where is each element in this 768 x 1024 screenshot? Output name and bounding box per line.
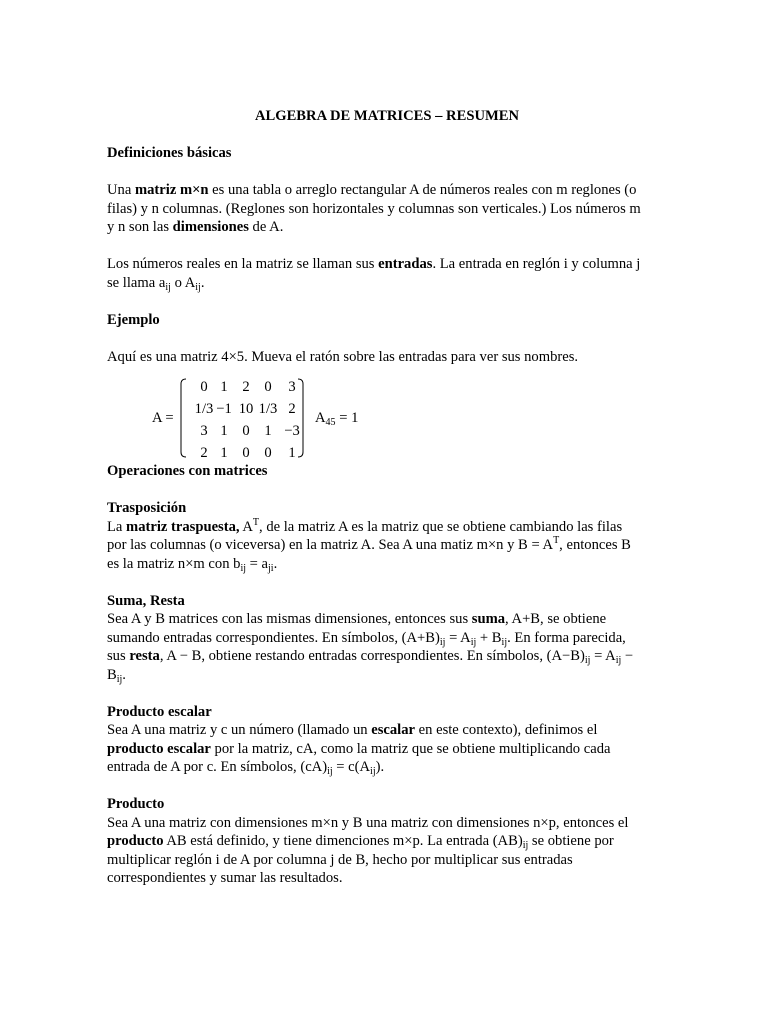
matrix-row — [187, 420, 307, 442]
paragraph-trasposicion: La matriz traspuesta, $A^T$, de la matriz A es la matriz que se obtiene cambiando las filas por las columnas (o viceversa) en la matriz A. Sea A una matiz m×n y $B = A^T$, entonces B es la matriz n×m con $b_{ij} = a_{ji}$. — [107, 516, 631, 574]
matrix-row — [187, 398, 307, 420]
matrix-entry[interactable]: 1/3 — [258, 401, 278, 417]
matrix-entry[interactable]: 2 — [242, 379, 250, 395]
matrix-entry[interactable]: 0 — [264, 445, 272, 461]
paragraph-suma-resta: Sea A y B matrices con las mismas dimensiones, entonces sus suma, A+B, se obtiene sumando entradas correspondientes. En símbolos, $(A+B)_{ij} = A_{ij} + B_{ij}$. En forma parecida, sus resta, A − B, obtiene restando entradas correspondientes. En símbolos, $(A-B)_{ij} = A_{ij}$ − $B_{ij}$. — [107, 611, 634, 685]
matrix-entry[interactable]: 3 — [288, 379, 296, 395]
document-title: ALGEBRA DE MATRICES – RESUMEN — [254, 108, 520, 124]
paragraph-ejemplo: Aquí es una matriz 4×5. Mueva el ratón sobre las entradas para ver sus nombres. — [107, 348, 579, 365]
heading-operaciones: Operaciones con matrices — [107, 463, 268, 479]
heading-producto: Producto — [107, 796, 165, 812]
heading-ejemplo: Ejemplo — [107, 311, 160, 328]
paragraph-producto: Sea A una matriz con dimensiones m×n y B una matriz con dimensiones n×p, entonces el producto AB está definido, y tiene dimenciones m×p. La entrada $(AB)_{ij}$ se obtiene por multiplicar reglón i de A por columna j de B, hecho por multiplicar sus entradas correspondientes y sumar las resultados. — [107, 814, 629, 886]
matrix-entry[interactable]: 1 — [220, 423, 228, 439]
matrix-entry[interactable]: −3 — [284, 423, 300, 439]
matrix-entry[interactable]: 0 — [200, 379, 208, 395]
matrix-label: A = — [152, 410, 174, 426]
heading-trasposicion: Trasposición — [107, 500, 187, 516]
matrix-entry[interactable]: 10 — [238, 401, 254, 417]
matrix-entry[interactable]: 0 — [242, 423, 250, 439]
heading-suma-resta: Suma, Resta — [107, 592, 185, 609]
heading-definiciones: Definiciones básicas — [107, 145, 232, 161]
matrix-entry[interactable]: 0 — [264, 379, 272, 395]
matrix-entry[interactable]: 0 — [242, 445, 250, 461]
matrix-entry-note: $A_{45} = 1$ — [315, 410, 359, 428]
matrix-entry[interactable]: 1 — [220, 379, 228, 395]
matrix-entry[interactable]: 3 — [200, 423, 208, 439]
matrix-entry[interactable]: −1 — [216, 401, 232, 417]
matrix-entry[interactable]: 1 — [264, 423, 272, 439]
matrix-entry[interactable]: 1 — [220, 445, 228, 461]
paragraph-matriz-definition: Una matriz m×n es una tabla o arreglo rectangular A de números reales con m reglones (o filas) y n columnas. (Reglones son horizontales y columnas son verticales.) Los números m y n son las dimensiones de A. — [107, 182, 641, 235]
matrix-entry[interactable]: 2 — [288, 401, 296, 417]
document-page — [107, 107, 667, 888]
paragraph-entradas: Los números reales en la matriz se llaman sus entradas. La entrada en reglón i y columna j se llama $a_{ij}$ o $A_{ij}$. — [107, 256, 641, 293]
example-matrix — [107, 376, 667, 462]
matrix-entry[interactable]: 2 — [200, 445, 208, 461]
left-bracket — [179, 378, 187, 458]
paragraph-producto-escalar: Sea A una matriz y c un número (llamado un escalar en este contexto), definimos el producto escalar por la matriz, cA, como la matriz que se obtiene multiplicando cada entrada de A por c. En símbolos, $(cA)_{ij} = c(A_{ij})$. — [107, 722, 611, 777]
matrix-entries — [187, 376, 307, 464]
matrix-entry[interactable]: 1/3 — [194, 401, 214, 417]
matrix-row — [187, 376, 307, 398]
matrix-row — [187, 442, 307, 464]
heading-producto-escalar: Producto escalar — [107, 703, 212, 720]
right-bracket — [297, 378, 305, 458]
matrix-entry[interactable]: 1 — [288, 445, 296, 461]
